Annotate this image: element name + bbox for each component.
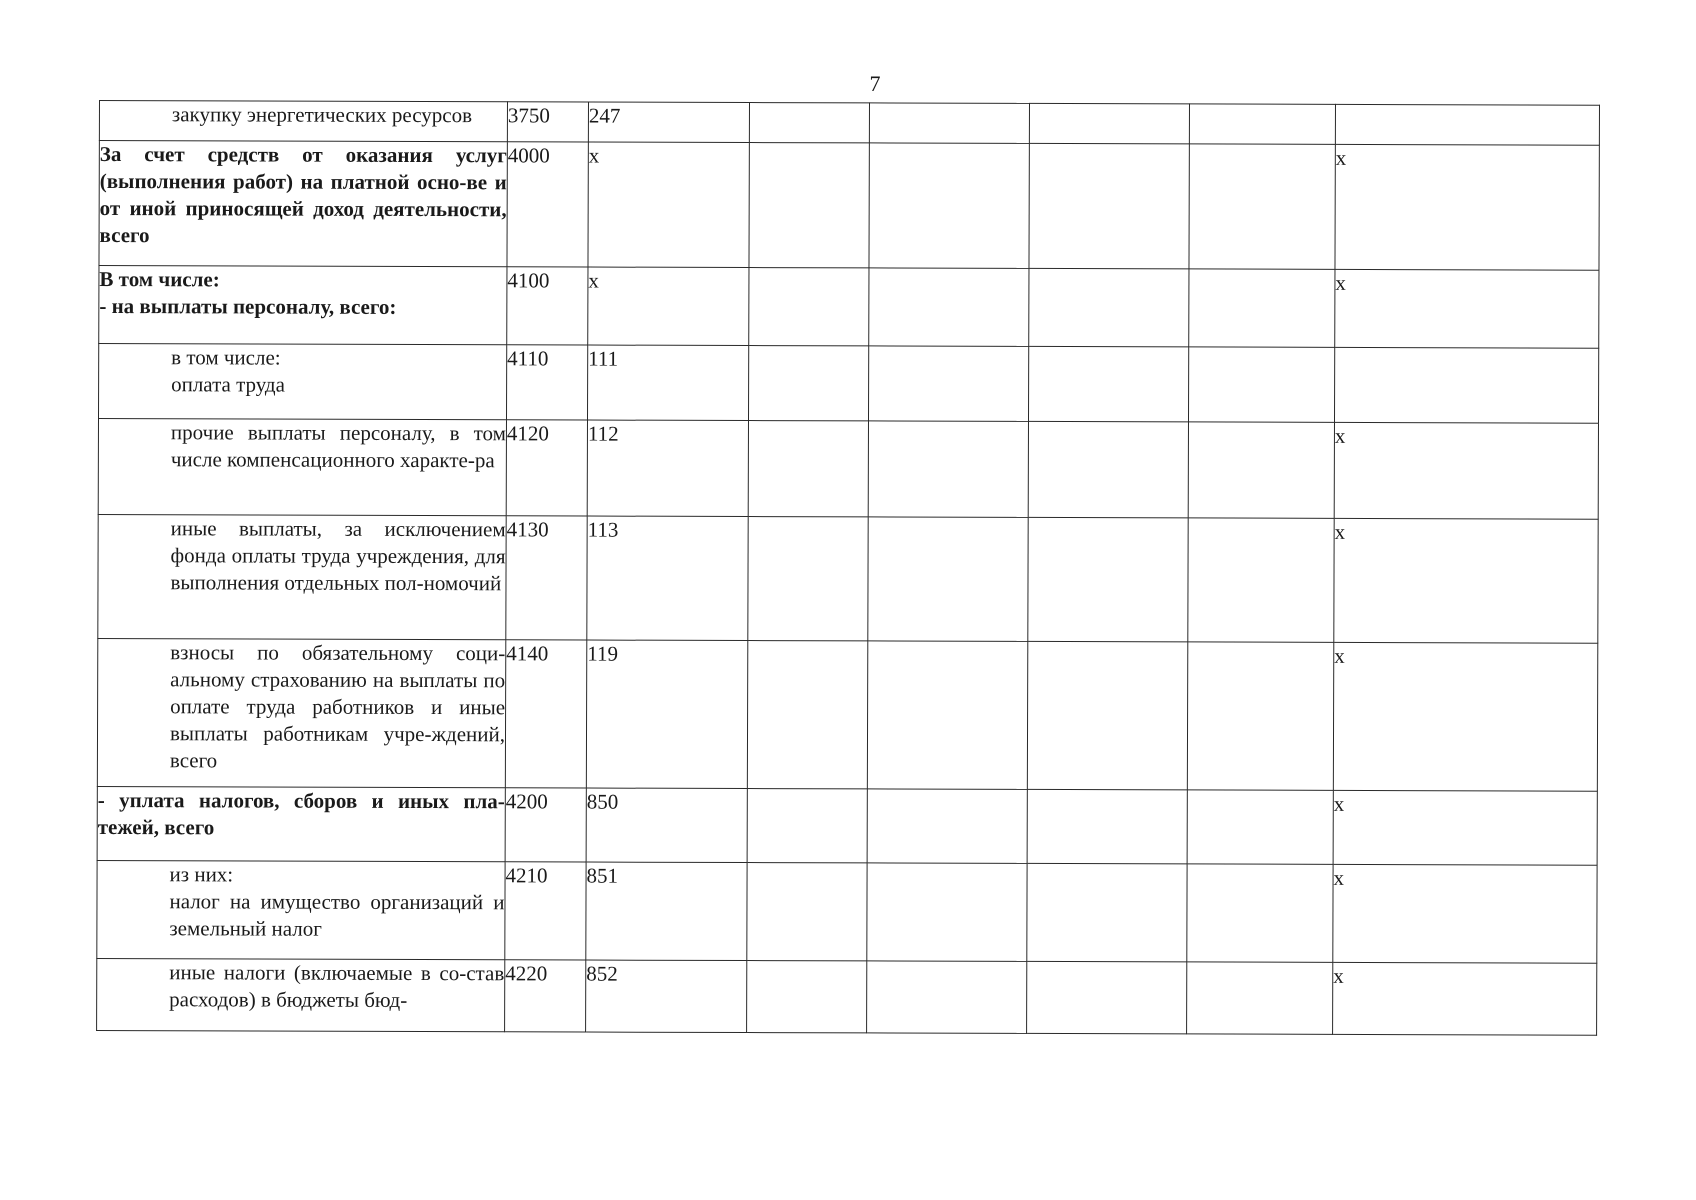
row-code: 3750 (507, 102, 588, 142)
empty-value-cell (1029, 268, 1189, 347)
empty-value-cell (748, 421, 868, 517)
empty-value-cell (1187, 642, 1333, 790)
row-description (99, 141, 507, 267)
row-last-value (1335, 104, 1599, 145)
description-line: взносы по обязательному соци-альному страхованию на выплаты по оплате труда работников и иные выплаты работникам учре-ждений, всего (169, 640, 506, 773)
row-code: 4210 (505, 862, 586, 960)
description-line: из них: (169, 862, 234, 887)
empty-value-cell (867, 641, 1027, 790)
empty-value-cell (1187, 790, 1333, 864)
empty-value-cell (1028, 346, 1188, 422)
empty-value-cell (1188, 518, 1334, 642)
empty-value-cell (749, 103, 869, 143)
table-row (97, 860, 1597, 963)
empty-value-cell (1029, 103, 1189, 144)
description-line: в том числе: (171, 345, 281, 370)
empty-value-cell (868, 517, 1028, 642)
row-last-value: x (1335, 144, 1599, 270)
description-line: В том числе: (99, 267, 220, 292)
empty-value-cell (1027, 863, 1187, 962)
empty-value-cell (747, 641, 867, 789)
row-last-value: x (1333, 642, 1597, 791)
row-code: 4120 (506, 420, 587, 516)
empty-value-cell (868, 421, 1028, 518)
row-kosgu-code: 850 (586, 788, 747, 863)
empty-value-cell (1189, 144, 1335, 269)
row-description (99, 266, 507, 345)
empty-value-cell (869, 103, 1029, 144)
row-last-value: x (1333, 790, 1597, 865)
row-last-value: x (1335, 269, 1599, 348)
row-kosgu-code: 111 (587, 345, 748, 421)
empty-value-cell (867, 961, 1027, 1034)
empty-value-cell (1027, 789, 1187, 864)
row-description (97, 786, 505, 861)
row-code: 4000 (507, 142, 588, 267)
row-kosgu-code: 247 (588, 102, 749, 143)
description-line: За счет средств от оказания услуг (выполнения работ) на платной осно-ве и от иной приносящей доход деятельности, всего (99, 142, 507, 248)
empty-value-cell (747, 789, 867, 863)
row-last-value: x (1334, 422, 1598, 519)
row-kosgu-code: 852 (586, 960, 747, 1033)
row-last-value (1334, 347, 1598, 423)
description-line: прочие выплаты персоналу, в том числе компенсационного характе-ра (170, 420, 506, 473)
empty-value-cell (1188, 422, 1334, 518)
row-description (98, 419, 506, 516)
row-code: 4110 (506, 345, 587, 420)
empty-value-cell (867, 863, 1027, 962)
empty-value-cell (1027, 961, 1187, 1034)
empty-value-cell (1028, 421, 1188, 518)
table-row (99, 266, 1599, 349)
row-kosgu-code: 113 (587, 516, 748, 641)
table-row (97, 786, 1597, 865)
empty-value-cell (748, 517, 868, 641)
empty-value-cell (868, 346, 1028, 422)
empty-value-cell (748, 346, 868, 421)
row-kosgu-code: x (588, 267, 749, 346)
financial-plan-table (96, 100, 1600, 1036)
description-line: - уплата налогов, сборов и иных пла-тежей, всего (97, 787, 505, 840)
row-kosgu-code: 119 (586, 640, 747, 789)
empty-value-cell (1189, 269, 1335, 347)
description-line: закупку энергетических ресурсов (171, 102, 473, 128)
row-code: 4200 (505, 788, 586, 862)
row-last-value: x (1333, 864, 1597, 963)
empty-value-cell (1027, 641, 1187, 790)
table-row (99, 101, 1599, 146)
table-row (97, 958, 1597, 1035)
empty-value-cell (1187, 864, 1333, 962)
row-last-value: x (1333, 962, 1597, 1035)
row-code: 4220 (505, 960, 586, 1032)
empty-value-cell (747, 961, 867, 1033)
description-line: - на выплаты персоналу, всего: (99, 294, 397, 319)
empty-value-cell (749, 268, 869, 346)
row-kosgu-code: 112 (587, 420, 748, 517)
row-kosgu-code: x (588, 142, 749, 268)
page-number: 7 (869, 71, 881, 96)
row-description (98, 514, 506, 639)
table-row (98, 514, 1598, 643)
empty-value-cell (869, 268, 1029, 347)
row-description (99, 101, 507, 142)
row-code: 4140 (505, 640, 586, 788)
empty-value-cell (867, 789, 1027, 864)
empty-value-cell (869, 143, 1029, 269)
table-row (98, 419, 1598, 520)
row-description (97, 638, 505, 787)
table-row (99, 141, 1599, 271)
row-code: 4100 (507, 267, 588, 345)
description-line: налог на имущество организаций и земельный налог (169, 889, 505, 941)
empty-value-cell (1189, 104, 1335, 144)
row-description (97, 958, 505, 1031)
empty-value-cell (1187, 962, 1333, 1034)
row-description (98, 344, 506, 420)
description-line: иные налоги (включаемые в со-став расходов) в бюджеты бюд- (169, 960, 505, 1012)
empty-value-cell (747, 863, 867, 961)
table-row (98, 344, 1598, 424)
row-description (97, 860, 505, 959)
row-last-value: x (1334, 518, 1598, 643)
description-line: иные выплаты, за исключением фонда оплаты труда учреждения, для выполнения отдельных пол-номочий (170, 516, 506, 596)
empty-value-cell (749, 143, 869, 268)
empty-value-cell (1029, 143, 1189, 269)
row-kosgu-code: 851 (586, 862, 747, 961)
table-row (97, 638, 1597, 791)
empty-value-cell (1188, 347, 1334, 422)
empty-value-cell (1028, 517, 1188, 642)
row-code: 4130 (506, 516, 587, 640)
description-line: оплата труда (171, 372, 285, 397)
